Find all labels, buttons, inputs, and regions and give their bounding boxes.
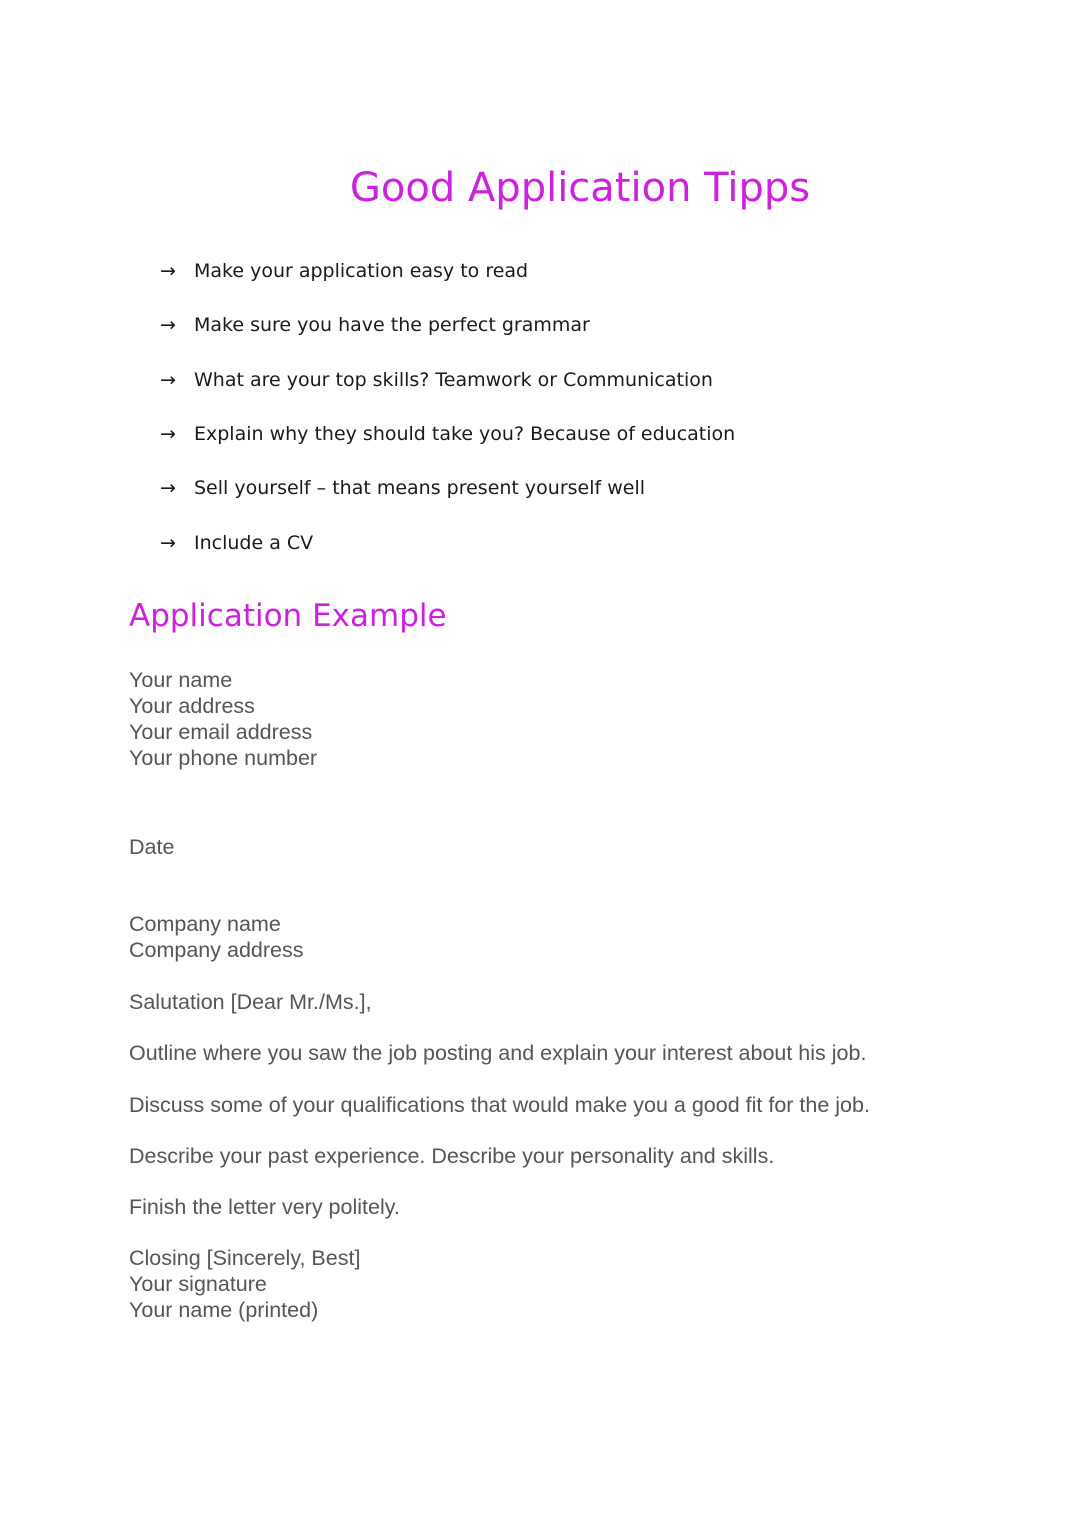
body-paragraph: Describe your past experience. Describe your personality and skills. xyxy=(129,1143,775,1168)
sender-address: Your address xyxy=(129,694,255,718)
company-address: Company address xyxy=(129,938,304,962)
sender-name: Your name xyxy=(129,668,233,692)
body-paragraph: Outline where you saw the job posting and explain your interest about his job. xyxy=(129,1041,867,1066)
tip-text: What are your top skills? Teamwork or Communication xyxy=(194,368,713,391)
tip-text: Sell yourself – that means present yourself well xyxy=(194,477,646,500)
tips-list xyxy=(160,244,735,570)
section-heading-application-example: Application Example xyxy=(129,598,447,634)
tip-text: Make your application easy to read xyxy=(194,260,529,283)
arrow-right-icon: → xyxy=(160,423,176,446)
body-paragraph: Finish the letter very politely. xyxy=(129,1195,400,1220)
arrow-right-icon: → xyxy=(160,314,176,337)
salutation: Salutation [Dear Mr./Ms.], xyxy=(129,990,372,1014)
arrow-right-icon: → xyxy=(160,531,176,554)
sender-info-block xyxy=(129,667,317,771)
tip-text: Explain why they should take you? Because of education xyxy=(194,423,736,446)
signature-line: Your signature xyxy=(129,1272,267,1296)
printed-name-line: Your name (printed) xyxy=(129,1298,319,1322)
date-block xyxy=(129,834,174,860)
tip-item xyxy=(160,298,735,352)
sender-phone: Your phone number xyxy=(129,746,318,770)
letter-body xyxy=(129,989,870,1245)
page-title: Good Application Tipps xyxy=(349,165,811,211)
tip-text: Include a CV xyxy=(194,531,314,554)
tip-item xyxy=(160,515,735,569)
tip-item xyxy=(160,353,735,407)
body-paragraph: Discuss some of your qualifications that would make you a good fit for the job. xyxy=(129,1092,870,1117)
closing-block xyxy=(129,1245,360,1323)
tip-text: Make sure you have the perfect grammar xyxy=(194,314,590,337)
arrow-right-icon: → xyxy=(160,477,176,500)
tip-item xyxy=(160,461,735,515)
arrow-right-icon: → xyxy=(160,368,176,391)
arrow-right-icon: → xyxy=(160,260,176,283)
sender-email: Your email address xyxy=(129,720,313,744)
company-name: Company name xyxy=(129,912,281,936)
letter-date: Date xyxy=(129,835,175,859)
tip-item xyxy=(160,244,735,298)
closing-line: Closing [Sincerely, Best] xyxy=(129,1246,361,1270)
tip-item xyxy=(160,407,735,461)
company-info-block xyxy=(129,911,303,963)
